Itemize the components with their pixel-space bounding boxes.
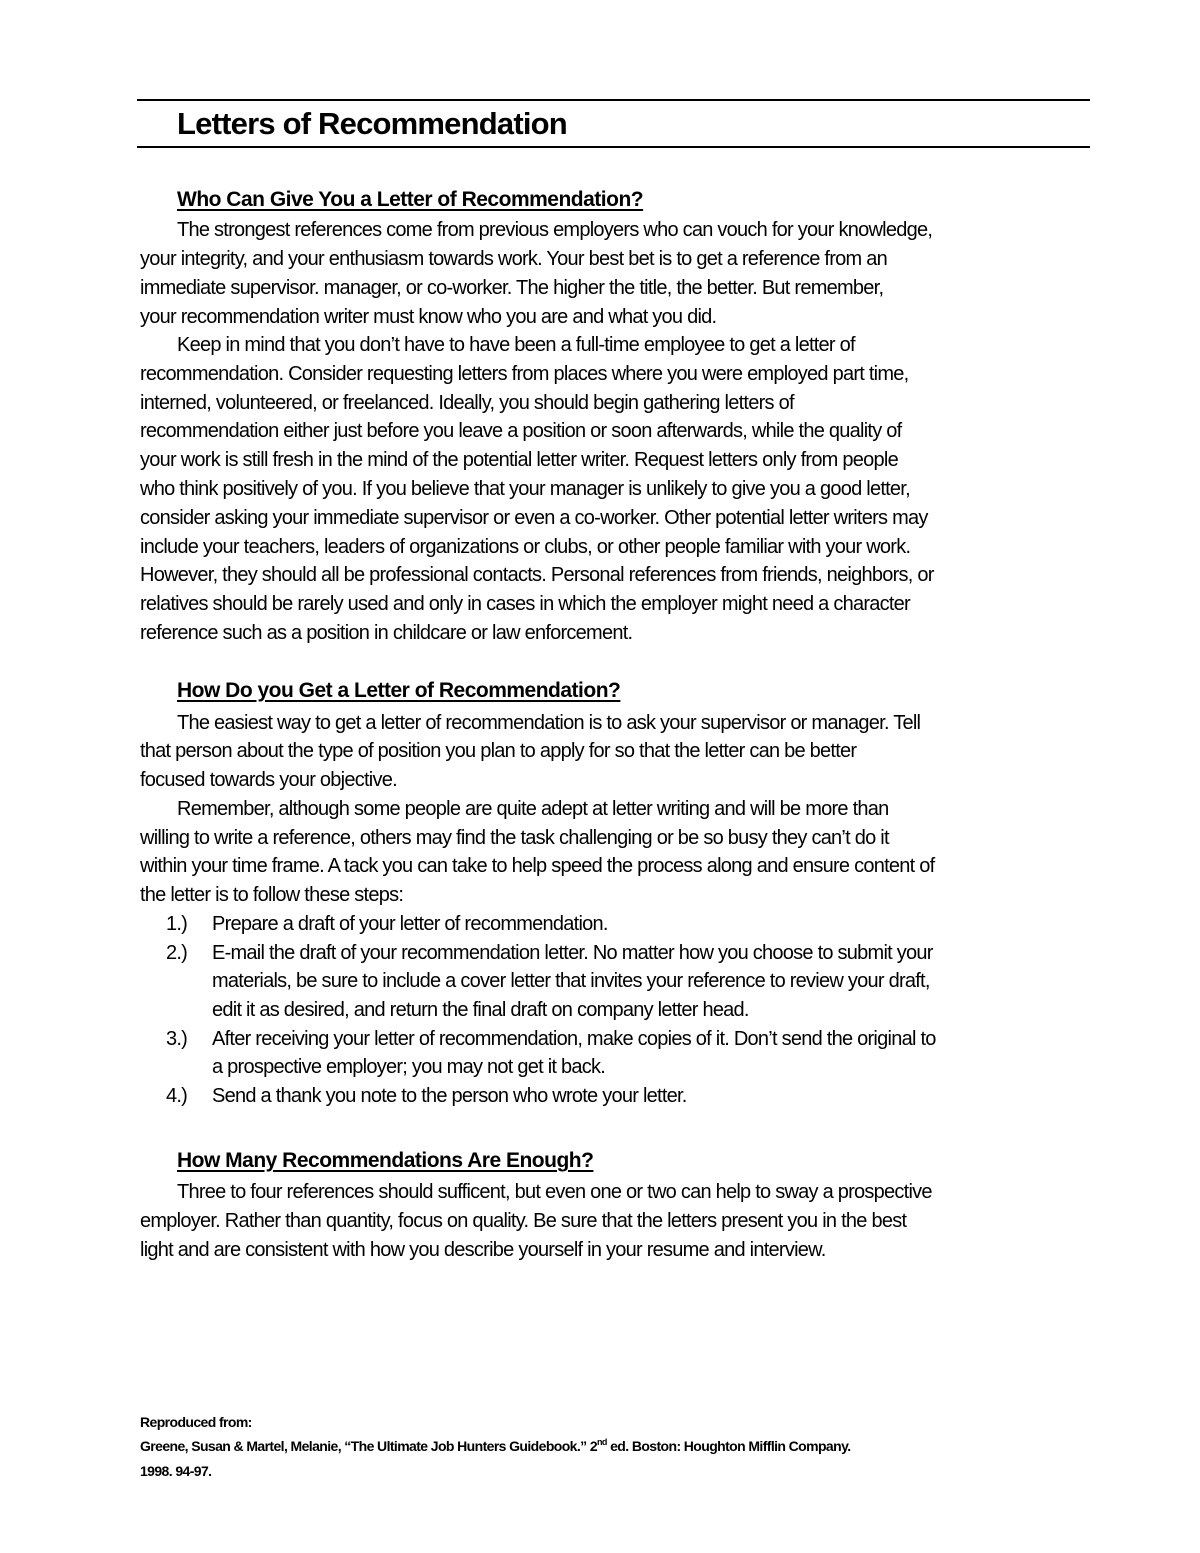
paragraph-line: The strongest references come from previous employers who can vouch for your knowledge, xyxy=(177,219,933,241)
paragraph-line: consider asking your immediate supervisor or even a co-worker. Other potential letter writers may xyxy=(140,507,928,529)
section-heading-how-many: How Many Recommendations Are Enough? xyxy=(177,1149,594,1172)
paragraph-line: immediate supervisor. manager, or co-worker. The higher the title, the better. But remember, xyxy=(140,277,884,299)
paragraph-line: Keep in mind that you don’t have to have been a full-time employee to get a letter of xyxy=(177,334,855,356)
paragraph-line: your work is still fresh in the mind of the potential letter writer. Request letters only from people xyxy=(140,449,898,471)
paragraph-line: The easiest way to get a letter of recommendation is to ask your supervisor or manager. Tell xyxy=(177,712,921,734)
step-number: 4.) xyxy=(166,1085,188,1107)
paragraph-line: light and are consistent with how you describe yourself in your resume and interview. xyxy=(140,1239,826,1261)
step-text: edit it as desired, and return the final draft on company letter head. xyxy=(212,999,749,1021)
paragraph-line: Remember, although some people are quite adept at letter writing and will be more than xyxy=(177,798,889,820)
paragraph-line: However, they should all be professional contacts. Personal references from friends, neighbors, or xyxy=(140,564,934,586)
step-number: 2.) xyxy=(166,942,188,964)
footer-label: Reproduced from: xyxy=(140,1414,252,1430)
paragraph-line: willing to write a reference, others may find the task challenging or be so busy they can’t do it xyxy=(140,827,889,849)
paragraph-line: Three to four references should sufficent, but even one or two can help to sway a prospective xyxy=(177,1181,932,1203)
paragraph-line: focused towards your objective. xyxy=(140,769,397,791)
step-text: a prospective employer; you may not get it back. xyxy=(212,1056,606,1078)
paragraph-line: that person about the type of position you plan to apply for so that the letter can be better xyxy=(140,740,857,762)
section-heading-who-can-give: Who Can Give You a Letter of Recommendation? xyxy=(177,188,644,211)
step-number: 3.) xyxy=(166,1028,188,1050)
paragraph-line: the letter is to follow these steps: xyxy=(140,884,404,906)
page-title: Letters of Recommendation xyxy=(177,106,567,141)
citation-text: Greene, Susan & Martel, Melanie, “The Ultimate Job Hunters Guidebook.” 2 xyxy=(140,1438,598,1454)
paragraph-line: who think positively of you. If you believe that your manager is unlikely to give you a good letter, xyxy=(140,478,910,500)
citation-superscript: nd xyxy=(597,1437,607,1447)
paragraph-line: interned, volunteered, or freelanced. Ideally, you should begin gathering letters of xyxy=(140,392,794,414)
section-heading-how-to-get: How Do you Get a Letter of Recommendation? xyxy=(177,679,621,702)
title-bottom-rule xyxy=(137,146,1090,148)
paragraph-line: recommendation either just before you leave a position or soon afterwards, while the quality of xyxy=(140,420,902,442)
step-text: E-mail the draft of your recommendation letter. No matter how you choose to submit your xyxy=(212,942,933,964)
paragraph-line: relatives should be rarely used and only in cases in which the employer might need a character xyxy=(140,593,910,615)
paragraph-line: within your time frame. A tack you can take to help speed the process along and ensure content of xyxy=(140,855,935,877)
paragraph-line: your integrity, and your enthusiasm towards work. Your best bet is to get a reference from an xyxy=(140,248,887,270)
paragraph-line: recommendation. Consider requesting letters from places where you were employed part time, xyxy=(140,363,909,385)
footer-citation xyxy=(140,1436,851,1456)
citation-text: ed. Boston: Houghton Mifflin Company. xyxy=(606,1438,851,1454)
step-text: Prepare a draft of your letter of recommendation. xyxy=(212,913,608,935)
step-text: After receiving your letter of recommendation, make copies of it. Don’t send the original to xyxy=(212,1028,936,1050)
paragraph-line: employer. Rather than quantity, focus on quality. Be sure that the letters present you in the best xyxy=(140,1210,907,1232)
footer-citation-year: 1998. 94-97. xyxy=(140,1463,212,1479)
step-text: materials, be sure to include a cover letter that invites your reference to review your draft, xyxy=(212,970,930,992)
title-top-rule xyxy=(137,99,1090,101)
paragraph-line: reference such as a position in childcare or law enforcement. xyxy=(140,622,633,644)
step-number: 1.) xyxy=(166,913,188,935)
paragraph-line: include your teachers, leaders of organizations or clubs, or other people familiar with your work. xyxy=(140,536,911,558)
paragraph-line: your recommendation writer must know who you are and what you did. xyxy=(140,306,717,328)
step-text: Send a thank you note to the person who wrote your letter. xyxy=(212,1085,687,1107)
